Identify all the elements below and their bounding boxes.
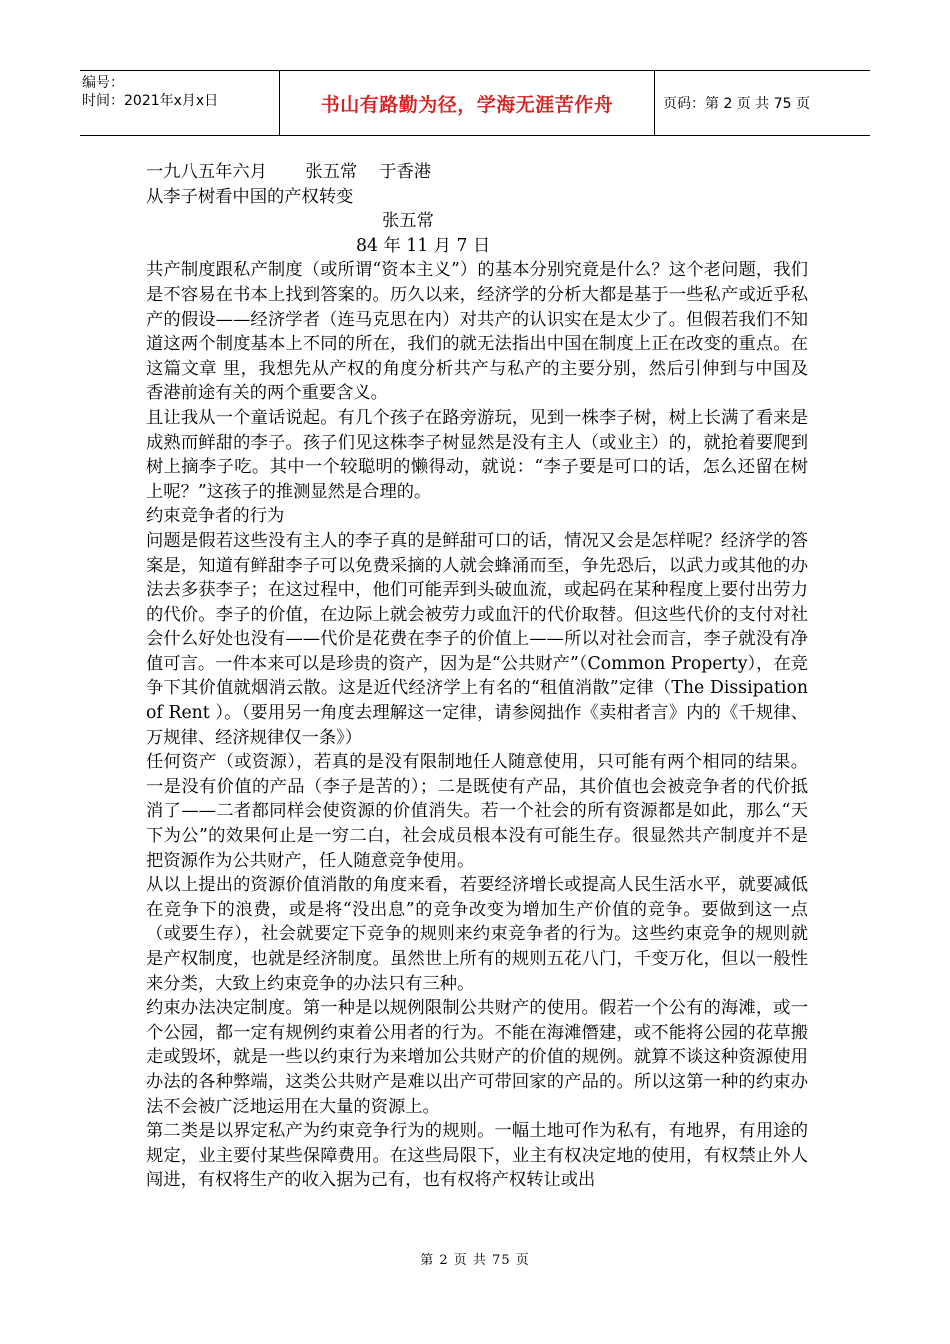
paragraph: 从以上提出的资源价值消散的角度来看，若要经济增长或提高人民生活水平，就要减低在竞争下的浪费，或是将“没出息”的竞争改变为增加生产价值的竞争。要做到这一点（或要生存），社会就要定下竞争的规则来约束竞争者的行为。这些约束竞争的规则就是产权制度，也就是经济制度。虽然世上所有的规则五花八门，千变万化，但以一般性来分类，大致上约束竞争的办法只有三种。 bbox=[146, 875, 808, 994]
serial-number-label: 编号： bbox=[82, 75, 124, 91]
section-heading: 约束竞争者的行为 bbox=[146, 506, 285, 527]
paragraph: 约束办法决定制度。第一种是以规例限制公共财产的使用。假若一个公有的海滩，或一个公园，都一定有规例约束着公用者的行为。不能在海滩僭建，或不能将公园的花草搬走或毁坏，就是一些以约束行为来增加公共财产的价值的规例。就算不谈这种资源使用办法的各种弊端，这类公共财产是难以出产可带回家的产品的。所以这第一种的约束办法不会被广泛地运用在大量的资源上。 bbox=[146, 998, 808, 1117]
paragraph: 且让我从一个童话说起。有几个孩子在路旁游玩，见到一株李子树，树上长满了看来是成熟而鲜甜的李子。孩子们见这株李子树显然是没有主人（或业主）的，就抢着要爬到树上摘李子吃。其中一个较聪明的懒得动，就说：“李子要是可口的话，怎么还留在树上呢？”这孩子的推测显然是合理的。 bbox=[146, 407, 808, 502]
time-label: 时间：2021年x月x日 bbox=[82, 93, 219, 109]
page-footer: 第 2 页 共 75 页 bbox=[420, 1253, 530, 1268]
header-motto: 书山有路勤为径，学海无涯苦作舟 bbox=[280, 71, 655, 135]
article-date: 84 年 11 月 7 日 bbox=[356, 235, 491, 256]
paragraph: 任何资产（或资源），若真的是没有限制地任人随意使用，只可能有两个相同的结果。一是没有价值的产品（李子是苦的）；二是既使有产品，其价值也会被竞争者的代价抵消了——二者都同样会使资源的价值消失。若一个社会的所有资源都是如此，那么“天下为公”的效果何止是一穷二白，社会成员根本没有可能生存。很显然共产制度并不是把资源作为公共财产，任人随意竞争使用。 bbox=[146, 752, 808, 871]
header-info-cell bbox=[80, 71, 280, 135]
paragraph: 共产制度跟私产制度（或所谓“资本主义”）的基本分别究竟是什么？这个老问题，我们是不容易在书本上找到答案的。历久以来，经济学的分析大都是基于一些私产或近乎私产的假设——经济学者（连马克思在内）对共产的认识实在是太少了。但假若我们不知道这两个制度基本上不同的所在，我们的就无法指出中国在制度上正在改变的重点。在这篇文章 里，我想先从产权的角度分析共产与私产的主要分别，然后引伸到与中国及香港前途有关的两个重要含义。 bbox=[146, 260, 808, 404]
paragraph: 问题是假若这些没有主人的李子真的是鲜甜可口的话，情况又会是怎样呢？经济学的答案是，知道有鲜甜李子可以免费采摘的人就会蜂涌而至，争先恐后，以武力或其他的办法去多获李子；在这过程中，他们可能弄到头破血流，或起码在某种程度上要付出劳力的代价。李子的价值，在边际上就会被劳力或血汗的代价取替。但这些代价的支付对社会什么好处也没有——代价是花费在李子的价值上——所以对社会而言，李子就没有净值可言。一件本来可以是珍贵的资产，因为是“公共财产”（Common Property），在竞争下其价值就烟消云散。这是近代经济学上有名的“租值消散”定律（The Dissipation of Rent ）。（要用另一角度去理解这一定律，请参阅拙作《卖柑者言》内的《千规律、万规律、经济规律仅一条》） bbox=[146, 530, 808, 748]
document-meta-line: 一九八五年六月 张五常 于香港 bbox=[146, 162, 432, 182]
page-header bbox=[80, 70, 870, 136]
paragraph: 第二类是以界定私产为约束竞争行为的规则。一幅土地可作为私有，有地界，有用途的规定，业主要付某些保障费用。在这些局限下，业主有权决定地的使用，有权禁止外人闯进，有权将生产的收入据为己有，也有权将产权转让或出 bbox=[146, 1121, 808, 1191]
article-author: 张五常 bbox=[382, 211, 434, 232]
article-title: 从李子树看中国的产权转变 bbox=[146, 186, 354, 207]
document-body bbox=[146, 160, 808, 1193]
header-page-info: 页码：第 2 页 共 75 页 bbox=[663, 96, 810, 112]
